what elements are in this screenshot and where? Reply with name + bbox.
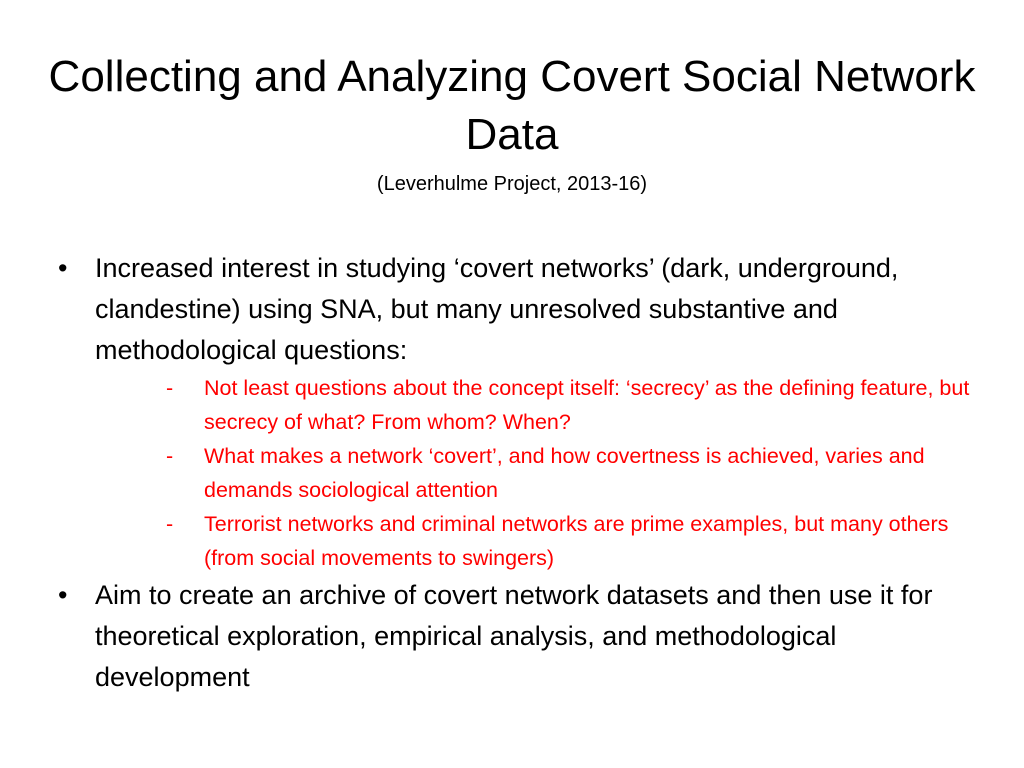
bullet-item <box>58 575 978 698</box>
sub-list <box>58 371 978 575</box>
sub-item <box>58 439 978 507</box>
sub-item-text: Not least questions about the concept itself: ‘secrecy’ as the defining feature, but secrecy of what? From whom? When? <box>204 376 970 434</box>
bullet-text: Increased interest in studying ‘covert networks’ (dark, underground, clandestine) using SNA, but many unresolved substantive and methodological questions: <box>95 253 899 365</box>
slide-body <box>58 248 978 698</box>
sub-item-text: What makes a network ‘covert’, and how covertness is achieved, varies and demands sociological attention <box>204 444 925 502</box>
bullet-item <box>58 248 978 371</box>
bullet-icon: • <box>58 580 68 610</box>
dash-icon: - <box>166 376 174 400</box>
bullet-text: Aim to create an archive of covert network datasets and then use it for theoretical exploration, empirical analysis, and methodological development <box>95 580 933 692</box>
bullet-icon: • <box>58 253 68 283</box>
sub-item <box>58 507 978 575</box>
slide-title: Collecting and Analyzing Covert Social Network Data <box>48 52 976 159</box>
slide-subtitle: (Leverhulme Project, 2013-16) <box>376 173 648 195</box>
title-block <box>40 48 984 198</box>
sub-item <box>58 371 978 439</box>
sub-item-text: Terrorist networks and criminal networks are prime examples, but many others (from social movements to swingers) <box>204 512 949 570</box>
dash-icon: - <box>166 444 174 468</box>
dash-icon: - <box>166 512 174 536</box>
